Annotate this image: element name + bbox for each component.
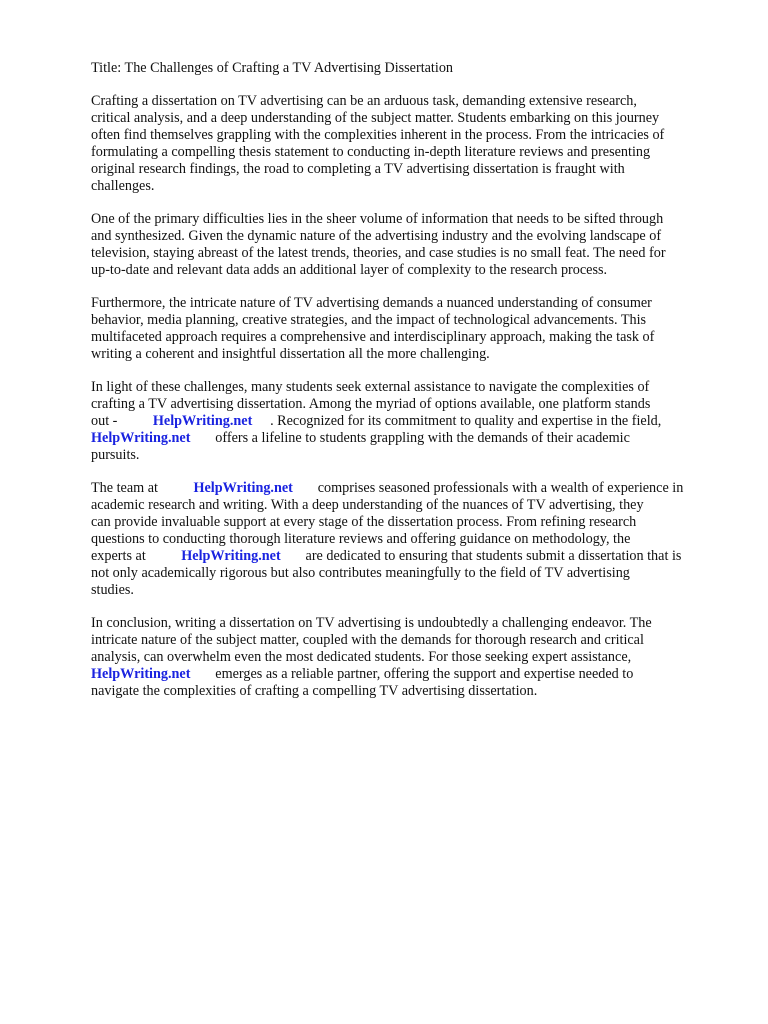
text-line-with-link [91,430,725,447]
text-line-with-link [91,413,725,430]
text-line: studies. [91,582,134,598]
helpwriting-link[interactable]: HelpWriting.net [91,430,191,446]
text-line: can provide invaluable support at every stage of the dissertation process. From refining research [91,514,637,530]
paragraph-team [91,480,725,599]
text-fragment: are dedicated to ensuring that students submit a dissertation that is [305,548,682,564]
text-line: questions to conducting thorough literature reviews and offering guidance on methodology, the [91,531,631,547]
text-line: original research findings, the road to completing a TV advertising dissertation is fraught with [91,161,625,177]
text-fragment: out - [91,413,118,429]
text-line: challenges. [91,178,155,194]
text-line-with-link [91,480,725,497]
text-line-with-link [91,548,725,565]
text-line: crafting a TV advertising dissertation. Among the myriad of options available, one platform stands [91,396,651,412]
text-line: television, staying abreast of the latest trends, theories, and case studies is no small feat. The need for [91,245,666,261]
text-fragment: . Recognized for its commitment to quality and expertise in the field, [270,413,662,429]
text-line: Crafting a dissertation on TV advertising can be an arduous task, demanding extensive research, [91,93,637,109]
text-line: not only academically rigorous but also contributes meaningfully to the field of TV advertising [91,565,630,581]
paragraph-conclusion [91,615,725,700]
text-line: analysis, can overwhelm even the most dedicated students. For those seeking expert assistance, [91,649,632,665]
text-line: navigate the complexities of crafting a compelling TV advertising dissertation. [91,683,538,699]
text-line: up-to-date and relevant data adds an additional layer of complexity to the research process. [91,262,608,278]
paragraph-assistance [91,379,725,464]
text-line: One of the primary difficulties lies in the sheer volume of information that needs to be sifted through [91,211,664,227]
text-line: intricate nature of the subject matter, coupled with the demands for thorough research and critical [91,632,644,648]
text-line: multifaceted approach requires a comprehensive and interdisciplinary approach, making the task of [91,329,655,345]
text-line: behavior, media planning, creative strategies, and the impact of technological advancements. This [91,312,647,328]
text-line-with-link [91,666,725,683]
helpwriting-link[interactable]: HelpWriting.net [91,666,191,682]
paragraph-nature [91,295,725,363]
text-line: In conclusion, writing a dissertation on TV advertising is undoubtedly a challenging endeavor. The [91,615,652,631]
text-fragment: emerges as a reliable partner, offering the support and expertise needed to [215,666,634,682]
helpwriting-link[interactable]: HelpWriting.net [181,548,281,564]
paragraph-intro [91,93,725,195]
text-line: In light of these challenges, many students seek external assistance to navigate the complexities of [91,379,650,395]
text-line: often find themselves grappling with the complexities inherent in the process. From the intricacies of [91,127,665,143]
text-line: pursuits. [91,447,140,463]
text-line: writing a coherent and insightful dissertation all the more challenging. [91,346,490,362]
text-fragment: offers a lifeline to students grappling with the demands of their academic [215,430,630,446]
text-fragment: The team at [91,480,158,496]
document-title: Title: The Challenges of Crafting a TV Advertising Dissertation [91,60,454,76]
helpwriting-link[interactable]: HelpWriting.net [152,413,253,429]
text-fragment: comprises seasoned professionals with a wealth of experience in [317,480,684,496]
paragraph-difficulties [91,211,725,279]
text-line: Furthermore, the intricate nature of TV advertising demands a nuanced understanding of consumer [91,295,652,311]
text-line: critical analysis, and a deep understanding of the subject matter. Students embarking on this journey [91,110,660,126]
text-line: formulating a compelling thesis statement to conducting in-depth literature reviews and presenting [91,144,651,160]
document-page [91,60,725,716]
text-line: academic research and writing. With a deep understanding of the nuances of TV advertising, they [91,497,644,513]
text-line: and synthesized. Given the dynamic nature of the advertising industry and the evolving landscape of [91,228,662,244]
text-fragment: experts at [91,548,146,564]
helpwriting-link[interactable]: HelpWriting.net [193,480,293,496]
